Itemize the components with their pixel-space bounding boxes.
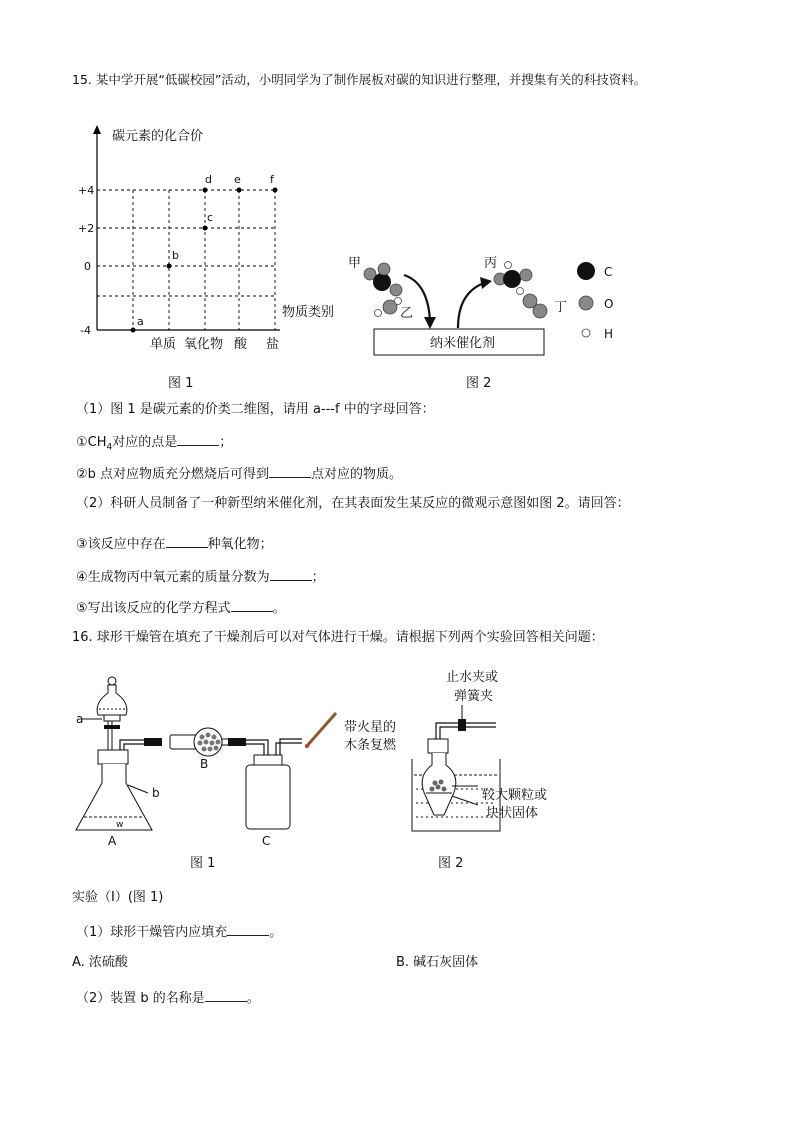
- x-category: 酸: [234, 337, 248, 352]
- arrowhead-up-icon: [480, 277, 492, 289]
- x-axis-title: 物质类别: [282, 305, 335, 320]
- q15-fig2-caption: 图 2: [466, 376, 492, 391]
- atom-o: [390, 284, 402, 296]
- answer-blank[interactable]: [269, 464, 311, 478]
- atom-o: [378, 263, 390, 275]
- q15-q3: ③该反应中存在 种氧化物；: [76, 534, 273, 553]
- q16-option-b[interactable]: B. 碱石灰固体: [396, 955, 479, 970]
- legend-o-label: O: [604, 297, 614, 311]
- flask-stopper: [98, 750, 128, 764]
- atom-h: [395, 298, 402, 305]
- q15-part1: （1）图 1 是碳元素的价类二维图，请用 a---f 中的字母回答：: [76, 402, 435, 417]
- grid: [97, 190, 275, 330]
- wood-splint-icon: [306, 713, 336, 747]
- q15-fig1-diagram: [70, 120, 360, 360]
- rubber-tube: [144, 738, 162, 746]
- point-e: [237, 188, 242, 193]
- answer-blank[interactable]: [231, 598, 273, 612]
- separatory-funnel: [97, 685, 127, 715]
- solid-label-line2: 块状固体: [486, 806, 539, 821]
- label-A: A: [108, 834, 117, 848]
- arrowhead-down-icon: [424, 317, 436, 329]
- q16-fig1-caption: 图 1: [190, 856, 216, 871]
- clamp-icon: [458, 719, 466, 731]
- label-C: C: [262, 834, 271, 848]
- rubber-tube: [228, 738, 246, 746]
- q16-fig2-caption: 图 2: [438, 856, 464, 871]
- inner-vessel: [422, 753, 456, 815]
- q16-exp-title: 实验（Ⅰ）(图 1): [72, 890, 164, 905]
- q16-fig2-apparatus: [400, 665, 590, 845]
- q16-fig1-apparatus: [70, 655, 430, 855]
- q15-q5: ⑤写出该反应的化学方程式 。: [76, 598, 286, 617]
- conical-flask: [76, 764, 152, 830]
- q16-intro: 16. 球形干燥管在填充了干燥剂后可以对气体进行干燥。请根据下列两个实验回答相关问题：: [72, 630, 604, 645]
- label-B: B: [200, 757, 209, 771]
- x-category: 盐: [266, 337, 280, 352]
- answer-blank[interactable]: [205, 988, 247, 1002]
- q16-s2: （2）装置 b 的名称是 。: [76, 988, 260, 1007]
- q15-q2: ②b 点对应物质充分燃烧后可得到 点对应的物质。: [76, 464, 402, 483]
- arrow-up-icon: [458, 283, 484, 328]
- q15-fig2-diagram: [340, 245, 640, 365]
- atom-h: [505, 262, 512, 269]
- atom-o: [520, 269, 532, 281]
- atom-c: [373, 273, 391, 291]
- clip-label-line2: 弹簧夹: [454, 689, 494, 704]
- q16-option-a[interactable]: A. 浓硫酸: [72, 955, 128, 970]
- clip-label-line1: 止水夹或: [446, 670, 499, 685]
- q15-fig1-caption: 图 1: [168, 376, 194, 391]
- note-line1: 带火星的: [344, 720, 397, 735]
- answer-blank[interactable]: [166, 534, 208, 548]
- point-f: [273, 188, 278, 193]
- legend-h-label: H: [604, 327, 614, 341]
- point-b: [167, 264, 172, 269]
- funnel-stopper: [108, 677, 116, 685]
- label-ding: 丁: [554, 300, 568, 315]
- point-d: [203, 188, 208, 193]
- point-label: b: [172, 249, 179, 262]
- flask-solid: w: [116, 820, 124, 830]
- y-axis-arrow-icon: [93, 125, 101, 134]
- label-yi: 乙: [400, 306, 414, 321]
- y-tick: 0: [84, 260, 91, 273]
- point-c: [203, 226, 208, 231]
- legend-c-label: C: [604, 265, 613, 279]
- x-category: 单质: [150, 337, 177, 352]
- point-label: e: [234, 173, 241, 186]
- atom-h: [375, 310, 382, 317]
- atom-o: [533, 304, 547, 318]
- label-bing: 丙: [484, 256, 498, 271]
- point-label: a: [137, 315, 144, 328]
- x-category: 氧化物: [184, 337, 224, 352]
- point-label: d: [205, 173, 212, 186]
- q15-part2: （2）科研人员制备了一种新型纳米催化剂，在其表面发生某反应的微观示意图如图 2。请回答：: [76, 496, 630, 511]
- q15-q1: $①CH_4$对应的点是 ；: [76, 432, 232, 456]
- label-jia: 甲: [348, 256, 362, 271]
- legend-h-icon: [582, 329, 590, 337]
- solid-label-line1: 较大颗粒或: [482, 788, 548, 803]
- catalyst-label: 纳米催化剂: [430, 336, 496, 351]
- label-b: b: [152, 786, 160, 800]
- point-a: [131, 328, 136, 333]
- y-tick: +2: [78, 222, 95, 235]
- y-axis-title: 碳元素的化合价: [112, 129, 204, 144]
- answer-blank[interactable]: [270, 567, 312, 581]
- y-tick: -4: [80, 324, 91, 337]
- stopper: [428, 739, 448, 753]
- point-label: c: [207, 211, 214, 224]
- point-label: f: [270, 173, 274, 186]
- atom-h: [517, 288, 524, 295]
- atom-c: [503, 270, 521, 288]
- legend-c-icon: [577, 262, 595, 280]
- note-line2: 木条复燃: [344, 738, 397, 753]
- q16-s1: （1）球形干燥管内应填充 。: [76, 922, 282, 941]
- label-a: a: [76, 712, 84, 726]
- q15-intro: 15. 某中学开展“低碳校园”活动，小明同学为了制作展板对碳的知识进行整理，并搜集有关的科技资料。: [72, 72, 647, 87]
- y-tick: +4: [78, 184, 95, 197]
- q15-q4: ④生成物丙中氧元素的质量分数为 ；: [76, 567, 325, 586]
- answer-blank[interactable]: [227, 922, 269, 936]
- answer-blank[interactable]: [177, 432, 219, 446]
- gas-bottle: [246, 765, 290, 829]
- legend-o-icon: [579, 296, 593, 310]
